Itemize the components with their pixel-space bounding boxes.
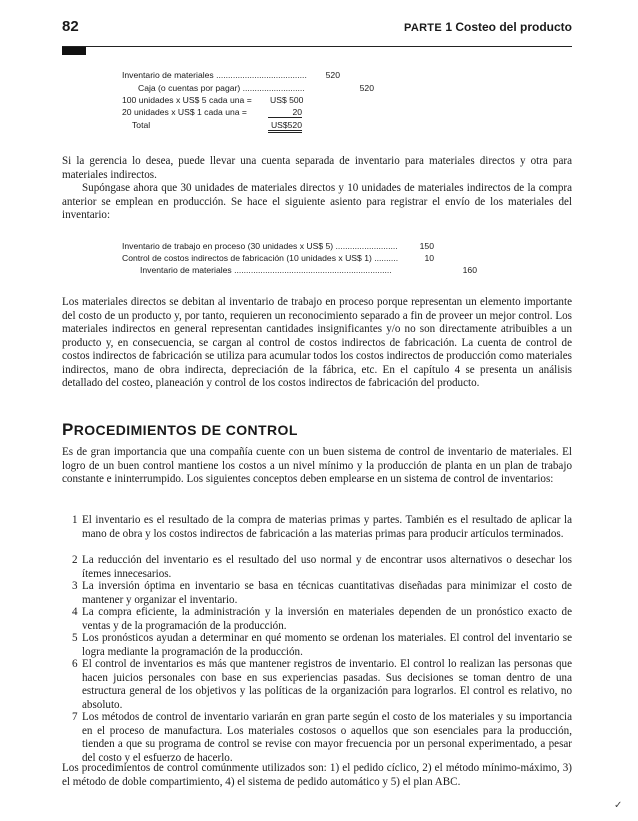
entry2-line2-label: Control de costos indirectos de fabricación (10 unidades x US$ 1) .......... xyxy=(122,253,399,263)
entry1-line2-label: Caja (o cuentas por pagar) .......................... xyxy=(138,83,305,93)
header-rule xyxy=(62,46,572,47)
part-title: 1 Costeo del producto xyxy=(445,20,572,34)
entry1-line3-amount: US$ 500 xyxy=(270,95,304,105)
entry2-line3-label: Inventario de materiales .................................................................. xyxy=(140,265,392,275)
entry1-line1-label: Inventario de materiales ...................................... xyxy=(122,70,307,80)
entry2-line3-credit: 160 xyxy=(462,265,477,275)
list-item-text: La compra eficiente, la administración y la inversión en materiales dependen de un pronóstico exacto de ventas y de la programación de la producción. xyxy=(82,606,572,632)
list-item-number: 1 xyxy=(72,514,78,526)
list-item-number: 4 xyxy=(72,606,78,618)
list-item-number: 2 xyxy=(72,554,78,566)
pencil-check-mark: ✓ xyxy=(614,800,623,811)
paragraph-direct-indirect-materials: Los materiales directos se debitan al inventario de trabajo en proceso porque representan un elemento importante del costo de un producto y, por tanto, requieren un reconocimiento separado a fin de proveer un mejor control. Los materiales indirectos en general representan cantidades insignificantes y/o no son directamente atribuibles a un producto y, en consecuencia, se cargan al control de costos indirectos de fabricación. La cuenta de control de costos indirectos de fabricación se utiliza para acumular todos los costos indirectos de producción como materiales indirectos, mano de obra indirecta, depreciación de la fábrica, etc. En el capítulo 4 se presenta un análisis detallado del costeo, planeación y control de los costos indirectos de fabricación del producto. xyxy=(62,296,572,389)
list-item-text: El control de inventarios es más que mantener registros de inventario. El control lo realizan las personas que hacen juicios personales con base en sus experiencias pasadas. Sus decisiones se toman dentro de una estructura general de los objetivos y las políticas de la organización para lograrlos. El control es relativo, no absoluto. xyxy=(82,658,572,711)
list-item-number: 7 xyxy=(72,711,78,723)
list-item-number: 6 xyxy=(72,658,78,670)
list-item-text: La inversión óptima en inventario se basa en técnicas cuantitativas diseñadas para minimizar el costo de mantener y organizar el inventario. xyxy=(82,580,572,606)
list-item-text: Los pronósticos ayudan a determinar en qué momento se ordenan los materiales. El control del inventario se logra mediante la programación de la producción. xyxy=(82,632,572,658)
list-item-text: La reducción del inventario es el resultado del uso normal y de encontrar usos alternativos o desechar los ítemes innecesarios. xyxy=(82,554,572,580)
entry1-line4-amount: 20 xyxy=(268,107,302,118)
entry1-line1-debit: 520 xyxy=(325,70,340,80)
entry2-line1-label: Inventario de trabajo en proceso (30 unidades x US$ 5) .......................... xyxy=(122,241,398,251)
entry1-line2-credit: 520 xyxy=(359,83,374,93)
paragraph-control-importance: Es de gran importancia que una compañía cuente con un buen sistema de control de inventario de materiales. El logro de un buen control mantiene los costos a un nivel mínimo y la producción de planta en un plan de trabajo constante e ininterrumpido. Los siguientes conceptos deben emplearse en un sistema de control de inventarios: xyxy=(62,446,572,485)
running-head xyxy=(404,20,572,34)
part-label: PARTE xyxy=(404,22,442,34)
paragraph-separate-accounts: Si la gerencia lo desea, puede llevar una cuenta separada de inventario para materiales directos y otra para materiales indirectos. xyxy=(62,155,572,181)
section-heading-initial: P xyxy=(62,420,74,439)
entry1-line4-label: 20 unidades x US$ 1 cada una = xyxy=(122,107,247,117)
paragraph-common-procedures: Los procedimientos de control comúnmente utilizados son: 1) el pedido cíclico, 2) el método mínimo-máximo, 3) el método de doble compartimiento, 4) el sistema de pedido automático y 5) el plan ABC. xyxy=(62,762,572,788)
entry1-line3-label: 100 unidades x US$ 5 cada una = xyxy=(122,95,252,105)
entry2-line2-debit: 10 xyxy=(424,253,434,263)
page-header xyxy=(62,18,572,38)
entry1-total-amount: US$520 xyxy=(268,120,302,133)
list-item-text: Los métodos de control de inventario variarán en gran parte según el costo de los materiales y su importancia en el proceso de manufactura. Los materiales costosos o aquellos que son esenciales para la producción, tienden a que su programa de control se revise con mayor frecuencia por un personal experimentado, a pesar del costo y el esfuerzo de hacerlo. xyxy=(82,711,572,764)
entry1-total-label: Total xyxy=(132,120,151,130)
header-black-bar xyxy=(62,47,86,55)
section-heading xyxy=(62,420,298,440)
paragraph-usage-example: Supóngase ahora que 30 unidades de materiales directos y 10 unidades de materiales indirectos de la compra anterior se emplean en producción. Se hace el siguiente asiento para registrar el envío de los materiales del inventario: xyxy=(62,182,572,221)
list-item-number: 5 xyxy=(72,632,78,644)
list-item-number: 3 xyxy=(72,580,78,592)
page-number: 82 xyxy=(62,18,79,35)
entry2-line1-debit: 150 xyxy=(419,241,434,251)
section-heading-rest: ROCEDIMIENTOS DE CONTROL xyxy=(73,422,298,438)
list-item-text: El inventario es el resultado de la compra de materias primas y partes. También es el resultado de aplicar la mano de obra y los costos indirectos de fabricación a las materias primas para producir artículos terminados. xyxy=(82,514,572,540)
